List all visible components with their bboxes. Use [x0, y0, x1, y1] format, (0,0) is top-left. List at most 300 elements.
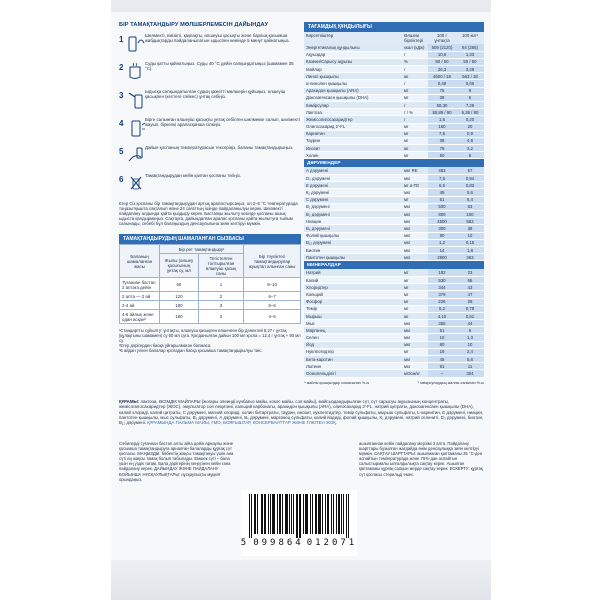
nutrition-cell-v2: 6,4	[456, 196, 484, 203]
nutrition-cell-name: К₁ дәрумені	[304, 189, 402, 196]
nutrition-row	[304, 116, 484, 123]
nutrition-cell-v1: 509 (2120)	[428, 44, 456, 51]
nutrition-row	[304, 152, 484, 159]
feeding-col-water: Жылы (өлшеу қасығының ұнтақ су, мл	[160, 254, 199, 278]
nutrition-cell-v1: 0,48	[428, 80, 456, 87]
step-text: Тамақтандырудан кейін қалған қоспаны төгіңіз.	[145, 173, 241, 178]
barcode-bar	[272, 494, 273, 534]
nutrition-cell-name: Олигосахарид 2'-FL	[304, 123, 402, 130]
vitamins-title: ДӘРУМЕНДЕР	[304, 159, 484, 167]
nutrition-cell-v2: 50 / 50	[456, 58, 484, 65]
nutrition-cell-v2: 38	[456, 225, 484, 232]
nutrition-cell-v1: 182	[428, 269, 456, 276]
nutrition-row	[304, 225, 484, 232]
feeding-table	[119, 244, 301, 324]
nutrition-cell-v2: 28	[456, 298, 484, 305]
nutrition-cell-name: Инозит	[304, 145, 402, 152]
barcode-bar	[316, 494, 317, 534]
barcode-bar	[297, 494, 298, 538]
nutrition-cell-name: D₃ дәрумені	[304, 175, 402, 182]
bottom-left-text: Сәбилерді туғаннан бастап алты айға дейін арнаулы және қосымша тамақтандыруға арналған балаларды құрғақ сүт қоспасы. МАҢЫЗДЫ: бөбектің жақсы тамақтануы үшін ана сүті ең жақсы тамақ болып табылады. Емшек сүті – бала үшін ең үздік тағам. Бала дәрігерінің кеңесінен кейін ғана пайдалану керек. ДАЙЫНДАУ ЖӘНЕ ПАЙДАЛАНУ БОЙЫНША НҰСҚАУЛЫҚТАРЫ: нұсқаулықты мұқият орындаңыз.	[119, 441, 234, 482]
barcode-left-group: 099864	[253, 538, 304, 548]
nutrition-cell-unit: мкг	[402, 203, 428, 210]
barcode-bar	[286, 494, 287, 534]
nutrition-cell-v2: 563	[456, 218, 484, 225]
feeding-col-scoops: Тегістелген толтырылған өлшеуіш қасық саны	[198, 254, 243, 278]
barcode-bar	[282, 494, 283, 534]
nutrition-cell-unit: г	[402, 80, 428, 87]
nutrition-cell-v2: 0,15	[456, 239, 484, 246]
nutrition-cell-v1: 91	[428, 363, 456, 370]
nutrition-cell-v1: 38	[428, 94, 456, 101]
nutrition-cell-unit: г	[402, 51, 428, 58]
ingredients-label: ҚҰРАМЫ:	[119, 399, 140, 404]
feeding-cell-scoops: 1	[198, 278, 243, 292]
nutrition-cell-v2: 43	[456, 284, 484, 291]
nutrition-row	[304, 44, 484, 51]
nutrition-head-per-100g: 100 г ұнтақта	[434, 33, 450, 43]
nutrition-cell-v2: 6,36 / 90	[456, 109, 484, 116]
barcode-bar	[261, 494, 262, 534]
feeding-notes	[119, 328, 301, 353]
sterilize-icon	[119, 33, 145, 57]
step-number: 1	[119, 35, 124, 44]
ingredients	[119, 399, 485, 425]
nutrition-cell-v1: 344	[428, 284, 456, 291]
nutrition-cell-v1: 7,5	[428, 130, 456, 137]
nutrition-cell-v2: 47	[456, 291, 484, 298]
preparation-title: БІР ТАМАҚТАНДЫРУ МӨЛШЕРЛЕМЕСІН ДАЙЫНДАУ	[119, 22, 269, 28]
nutrition-row	[304, 341, 484, 348]
barcode-bar	[327, 494, 328, 534]
barcode-bar	[270, 494, 271, 534]
nutrition-cell-name: Майлар	[304, 66, 402, 73]
feeding-note: ²Егер дәрігерден басқа ұйғарылмаған болмаса.	[119, 343, 212, 349]
nutrition-cell-unit: мг	[402, 130, 428, 137]
nutrition-cell-unit: мг	[402, 87, 428, 94]
nutrition-cell-name: Калий	[304, 276, 402, 283]
barcode-bar	[336, 494, 337, 534]
nutrition-cell-v2: 0,20	[456, 116, 484, 123]
barcode-bar	[296, 494, 297, 538]
nutrition-cell-unit: мкг	[402, 254, 428, 261]
minerals-title: МИНЕРАЛДАР	[304, 261, 484, 269]
nutrition-cell-v1: 38	[428, 137, 456, 144]
nutrition-cell-v2: 64 (266)	[456, 44, 484, 51]
nutrition-cell-v1: 4500 / 18	[428, 73, 456, 80]
nutrition-cell-unit: г	[402, 116, 428, 123]
nutrition-cell-v2: 3,2	[456, 145, 484, 152]
nutrition-cell-v1: 2900	[428, 254, 456, 261]
nutrition-cell-name: С дәрумені	[304, 196, 402, 203]
nutrition-cell-unit: мкг RE	[402, 167, 428, 174]
nutrition-cell-name: В₆ дәрумені	[304, 225, 402, 232]
nutrition-cell-unit: г / %	[402, 109, 428, 116]
nutrition-cell-unit: мкг	[402, 341, 428, 348]
preparation-column	[119, 22, 301, 353]
barcode-bar	[348, 494, 349, 538]
feeding-col-age: Баланың шамаланған жасы	[120, 245, 160, 278]
barcode-bar	[346, 494, 347, 538]
nutrition-cell-v2: 57	[456, 167, 484, 174]
barcode-bar	[307, 494, 308, 534]
nutrition-cell-v1: 45	[428, 356, 456, 363]
nutrition-cell-v1: 355	[428, 320, 456, 327]
nutrition-cell-name: Е дәрумені	[304, 182, 402, 189]
nutrition-cell-v1: 1,6	[428, 116, 456, 123]
nutrition-cell-unit: мкг	[402, 225, 428, 232]
nutrition-head-unit: Өлшем бірліктері	[404, 33, 424, 43]
nutrition-row	[304, 130, 484, 137]
nutrition-cell-name: В₁₂ дәрумені	[304, 239, 402, 246]
nutrition-cell-v1: 530	[428, 276, 456, 283]
nutrition-row	[304, 298, 484, 305]
nutrition-row	[304, 327, 484, 334]
nutrition-cell-v2: 0,94	[456, 175, 484, 182]
feeding-row	[120, 310, 301, 324]
nutrition-cell-name: Ниацин	[304, 218, 402, 225]
nutrition-cell-unit: мкг	[402, 246, 428, 253]
nutrition-cell-v1: 50 / 50	[428, 58, 456, 65]
nutrition-cell-name: Карнитин	[304, 130, 402, 137]
nutrition-row	[304, 211, 484, 218]
nutrition-row	[304, 189, 484, 196]
nutrition-row	[304, 80, 484, 87]
preparation-step	[119, 145, 301, 169]
nutrition-cell-v2: 6	[456, 327, 484, 334]
feeding-row	[120, 301, 301, 310]
nutrition-cell-v1: 26,3	[428, 66, 456, 73]
barcode-bar	[325, 494, 326, 534]
barcode-bar	[328, 494, 329, 534]
barcode-bar	[320, 494, 321, 534]
nutrition-cell-name: Мырыш	[304, 312, 402, 319]
feed-baby-icon	[119, 145, 145, 169]
bottom-right-text: ашылғаннан кейін пайдалану мерзімі 3 апта. Пайдалану шарттары бұзылған жағдайда өнім денсаулыққа зиян келтіруі мүмкін. САҚТАУ ШАРТТАРЫ: ашылмаған қаптаманы 25 °С-ден аспайтын температурада және 75%-дан аспайтын салыстырмалы ылғалдылықта сақтау керек. Ашылған қаптаманы құрғақ салқын жерде сақтау керек. ЕСКЕРТУ: құрғақ сүт қоспасы стерильді емес.	[359, 441, 483, 477]
nutrition-row	[304, 101, 484, 108]
nutrition-cell-name: Йод	[304, 341, 402, 348]
nutrition-cell-name: Марганец	[304, 327, 402, 334]
nutrition-cell-name: Лактоза	[304, 109, 402, 116]
nutrition-cell-unit: мкг	[402, 320, 428, 327]
feeding-cell-feeds: 6–7	[244, 292, 301, 301]
nutrition-row	[304, 320, 484, 327]
barcode-bar	[255, 494, 256, 534]
nutrition-cell-v2: 363	[456, 254, 484, 261]
barcode-bar	[319, 494, 320, 534]
nutrition-row	[304, 370, 484, 377]
nutrition-cell-v1: 19	[428, 348, 456, 355]
ingredients-highlight: ҚҰРАМЫНДА ПАЛЬМА МАЙЫ, ГМО, БОЯҒЫШТАР, КОНСЕРВАНТТАР ЖӘНЕ ГЛЮТЕН ЖОҚ.	[147, 420, 338, 426]
step-text: Ыдысқа салқындатылған судың қажетті мөлшерін құйыңыз, өлшеуіш қасықпен (кестеге сәйкес) ұнтақ себіңіз.	[145, 89, 286, 100]
nutrition-cell-unit: мг	[402, 73, 428, 80]
step-number: 5	[119, 147, 124, 156]
barcode-bar	[322, 494, 323, 534]
nutrition-cell-name: Кальций	[304, 291, 402, 298]
preparation-step	[119, 89, 301, 113]
nutrition-cell-v1: 75	[428, 87, 456, 94]
nutrition-cell-name: В₁ дәрумені	[304, 203, 402, 210]
barcode-bar	[312, 494, 313, 534]
nutrition-head-name: Көрсеткіштер	[306, 33, 334, 38]
nutrition-cell-v1: 50	[428, 152, 456, 159]
nutrition-cell-name: Таурин	[304, 137, 402, 144]
feeding-cell-feeds: 8–10	[244, 278, 301, 292]
nutrition-cell-v1: 300	[428, 225, 456, 232]
nutrition-cell-v1: 6,2	[428, 305, 456, 312]
nutrition-cell-v1: 6,6	[428, 182, 456, 189]
nutrition-row	[304, 94, 484, 101]
nutrition-row	[304, 356, 484, 363]
nutrition-row	[304, 239, 484, 246]
nutrition-cell-v2: 1,33	[456, 51, 484, 58]
barcode-bar	[265, 494, 266, 534]
nutrition-cell-v2: 1,3	[456, 334, 484, 341]
step-number: 3	[119, 91, 124, 100]
feeding-note: ¹Стандартты сұйылту: ұнтақты, өлшеуіш қасықпен өлшенген бір дәнектей 8,27 г ұнтақ (құлақтыны шамамен) су 60 мл суға. Қолданылған дайын 100 мл қоспа = 12,4 г ұнтақ + 90 мл су.	[119, 328, 301, 344]
nutrition-cell-v2: 66	[456, 276, 484, 283]
nutrition-cell-v2: 9	[456, 87, 484, 94]
nutrition-cell-v2: 5,6	[456, 356, 484, 363]
nutrition-cell-name: Линол қышқылы	[304, 73, 402, 80]
nutrition-notes	[304, 381, 484, 385]
nutrition-cell-name: Арахидон қышқылы (ARA)	[304, 87, 402, 94]
nutrition-cell-name: Мыс	[304, 320, 402, 327]
nutrition-cell-name: Жемісолигосахаридтер	[304, 116, 402, 123]
nutrition-row	[304, 137, 484, 144]
nutrition-cell-name: α-линолен қышқылы	[304, 80, 402, 87]
nutrition-cell-unit: мкг	[402, 363, 428, 370]
nutrition-cell-name: Биотин	[304, 246, 402, 253]
nutrition-row	[304, 182, 484, 189]
nutrition-cell-v1: –	[428, 370, 456, 377]
nutrition-row	[304, 246, 484, 253]
nutrition-row	[304, 305, 484, 312]
nutrition-cell-name: Осмоляльділігі	[304, 370, 402, 377]
nutrition-row	[304, 291, 484, 298]
barcode-bar	[318, 494, 319, 534]
nutrition-cell-v2: 1,8	[456, 246, 484, 253]
nutrition-cell-v1: 51	[428, 196, 456, 203]
barcode-right-group: 012071	[306, 538, 358, 548]
nutrition-cell-v2: 4,8	[456, 137, 484, 144]
ingredients-text: лактоза, ӨСІМДІК МАЙЛАРЫ (жоғары олеинді күнбағыс майы, кокос майы, соя майы), майсыздандырылған сүт, сүт сарысуы ақуызының концентраты, жемісолигосахаридтер (ЖОС), эмульгатор соя лецитині, кальций карбонаты, арахидон қышқылы (ARA), олигосахарид 2'-FL, натрий цитраты, докозагексаен қышқылы (DHA), калий хлориді, калий цитраты, С дәрумені, магний хлориді, холин битартраты, таурин, инозит, нуклеотидтер, темір сульфаты, мырыш сульфаты, L-карнитин, Е дәрумені, ниацин, пантотен қышқылы, мыс сульфаты, В₁ дәрумені, А дәрумені, В₆ дәрумені, марганец сульфаты, калий йодиді, фолий қышқылы, К₁ дәрумені, натрий селениті, D₃ дәрумені, биотин, В₁₂ дәрумені.	[119, 399, 484, 426]
nutrition-row	[304, 145, 484, 152]
nutrition-row	[304, 175, 484, 182]
feeding-cell-age: 4-6 айлық және одан асқан²	[120, 310, 160, 324]
nutrition-cell-unit: мОсм/кг	[402, 370, 428, 377]
feeding-cell-scoops: 3	[198, 301, 243, 310]
nutrition-row	[304, 73, 484, 80]
nutrition-title: ТАҒАМДЫҚ ҚҰНДЫЛЫҒЫ	[304, 22, 484, 32]
feeding-table-title: ТАМАҚТАНДЫРУДЫҢ ШАМАЛАНҒАН СЫЗБАСЫ	[119, 234, 301, 244]
nutrition-cell-unit: мг	[402, 348, 428, 355]
preparation-step	[119, 117, 301, 141]
nutrition-row	[304, 218, 484, 225]
preparation-step	[119, 33, 301, 57]
nutrition-row	[304, 284, 484, 291]
measure-powder-icon	[119, 89, 145, 113]
nutrition-cell-unit: мг	[402, 276, 428, 283]
step-text: Шөлмекті, емізікті, қақпақты, өлшеуіш қасықты және барлық қосымша жабдықтарды пайдаланылатын ыдыспен кемінде 5 минут қайнатыңыз.	[145, 33, 290, 44]
barcode-bar	[303, 494, 304, 534]
nutrition-cell-unit: мг	[402, 298, 428, 305]
nutrition-cell-v2: 6	[456, 152, 484, 159]
nutrition-cell-name: Холин	[304, 152, 402, 159]
nutrition-cell-unit: мг	[402, 291, 428, 298]
nutrition-cell-v2: 0,78	[456, 305, 484, 312]
nutrition-cell-name: Темір	[304, 305, 402, 312]
nutrition-cell-name: Пантотен қышқылы	[304, 254, 402, 261]
nutrition-cell-v2: 304	[456, 370, 484, 377]
nutrition-cell-name: Ақуыздар	[304, 51, 402, 58]
feeding-cell-water: 180	[160, 301, 199, 310]
package-bottom-edge	[111, 560, 491, 600]
nutrition-cell-unit: мг	[402, 269, 428, 276]
nutrition-cell-v1: 51	[428, 327, 456, 334]
nutrition-cell-unit: мг	[402, 137, 428, 144]
nutrition-column	[304, 22, 484, 385]
nutrition-cell-unit: мг	[402, 284, 428, 291]
nutrition-cell-v1: 453	[428, 167, 456, 174]
barcode-bar	[251, 494, 252, 538]
nutrition-cell-name: Фосфор	[304, 298, 402, 305]
feeding-cell-scoops: 3	[198, 310, 243, 324]
nutrition-cell-unit: мг	[402, 152, 428, 159]
nutrition-cell-unit: г	[402, 66, 428, 73]
minerals-table	[304, 269, 484, 377]
barcode-bar	[289, 494, 290, 534]
feeding-cell-water: 120	[160, 292, 199, 301]
nutrition-cell-unit: мкг	[402, 189, 428, 196]
feeding-cell-water: 60	[160, 278, 199, 292]
nutrition-cell-name: Көмірсулар	[304, 101, 402, 108]
feeding-col-feeds: Бір тәуліктегі тамақтандырулар жуықтап алынған саны	[244, 245, 301, 278]
nutrition-cell-v2: 63	[456, 203, 484, 210]
feeding-cell-age: 2 апта — 2 ай	[120, 292, 160, 301]
nutrition-note-right: ⁵ көмірсулардың жалпы санынан %-ы	[417, 380, 484, 385]
nutrition-cell-unit: мг	[402, 305, 428, 312]
nutrition-cell-v1: 10,6	[428, 51, 456, 58]
barcode-number	[241, 538, 357, 548]
nutrition-row	[304, 269, 484, 276]
nutrition-cell-unit: мг	[402, 123, 428, 130]
barcode-bar	[300, 494, 301, 538]
boil-water-icon	[119, 61, 145, 85]
nutrition-cell-unit: мг	[402, 94, 428, 101]
nutrition-row	[304, 109, 484, 116]
nutrition-row	[304, 51, 484, 58]
nutrition-cell-v1: 58,30	[428, 101, 456, 108]
nutrition-cell-unit: мкг	[402, 211, 428, 218]
nutrition-cell-unit: мкг	[402, 239, 428, 246]
barcode-bar	[268, 494, 269, 534]
nutrition-row	[304, 254, 484, 261]
feeding-cell-age: 2-4 ай	[120, 301, 160, 310]
barcode	[241, 490, 357, 556]
barcode-bar	[274, 494, 275, 534]
step-number: 4	[119, 119, 124, 128]
barcode-bar	[331, 494, 332, 534]
shake-bottle-icon	[119, 117, 145, 141]
nutrition-cell-v1: 500	[428, 203, 456, 210]
nutrition-cell-v2: 2,4	[456, 348, 484, 355]
barcode-bar	[333, 494, 334, 534]
nutrition-table	[304, 44, 484, 159]
nutrition-cell-name: Селен	[304, 334, 402, 341]
barcode-bar	[254, 494, 255, 534]
nutrition-cell-name: Натрий	[304, 269, 402, 276]
nutrition-row	[304, 276, 484, 283]
package-back-panel	[111, 0, 491, 600]
nutrition-cell-v1: 226	[428, 298, 456, 305]
nutrition-cell-name: Хлоридтер	[304, 284, 402, 291]
nutrition-cell-unit: мкг	[402, 175, 428, 182]
barcode-bar	[277, 494, 278, 534]
nutrition-cell-unit: мкг	[402, 327, 428, 334]
nutrition-cell-name: Казеин/Сарысу ақуызы	[304, 58, 402, 65]
barcode-bar	[315, 494, 316, 534]
nutrition-cell-name: Докозагексаен қышқылы (DHA)	[304, 94, 402, 101]
nutrition-cell-name: А дәрумені	[304, 167, 402, 174]
nutrition-header	[304, 32, 484, 44]
nutrition-cell-unit: мг α-TE	[402, 182, 428, 189]
nutrition-cell-v1: 4,10	[428, 312, 456, 319]
nutrition-cell-v1: 160	[428, 123, 456, 130]
nutrition-row	[304, 66, 484, 73]
feeding-row	[120, 278, 301, 292]
nutrition-cell-v1: 14	[428, 246, 456, 253]
nutrition-cell-unit: мкг	[402, 334, 428, 341]
nutrition-cell-v1: 800	[428, 211, 456, 218]
nutrition-cell-v2: 3,29	[456, 66, 484, 73]
nutrition-cell-v2: 5	[456, 94, 484, 101]
barcode-bar	[287, 494, 288, 534]
barcode-bar	[305, 494, 306, 534]
nutrition-cell-v1: 80	[428, 232, 456, 239]
step-number: 2	[119, 63, 124, 72]
discard-icon	[119, 173, 145, 197]
feeding-cell-water: 180	[160, 310, 199, 324]
nutrition-cell-v1: 10	[428, 334, 456, 341]
nutrition-row	[304, 58, 484, 65]
feeding-row	[120, 292, 301, 301]
nutrition-cell-v2: 0,51	[456, 312, 484, 319]
nutrition-cell-v1: 78	[428, 145, 456, 152]
nutrition-row	[304, 334, 484, 341]
nutrition-cell-v2: 7,29	[456, 101, 484, 108]
barcode-bar	[249, 494, 250, 538]
nutrition-cell-v1: 50,89 / 90	[428, 109, 456, 116]
nutrition-cell-v2: 0,83	[456, 182, 484, 189]
feeding-cell-feeds: 4–5	[244, 310, 301, 324]
nutrition-cell-v2: 44	[456, 320, 484, 327]
nutrition-cell-name: Лютеин	[304, 363, 402, 370]
barcode-bar	[279, 494, 280, 534]
nutrition-cell-unit: мкг	[402, 232, 428, 239]
barcode-bar	[285, 494, 286, 534]
nutrition-cell-v2: 100	[456, 211, 484, 218]
nutrition-cell-v2: 5,6	[456, 189, 484, 196]
nutrition-cell-v2: 20	[456, 123, 484, 130]
nutrition-cell-unit: г	[402, 101, 428, 108]
nutrition-cell-v2: 0,9	[456, 130, 484, 137]
nutrition-cell-v1: 1,2	[428, 239, 456, 246]
barcode-bar	[341, 494, 342, 534]
nutrition-cell-name: Фолий қышқылы	[304, 232, 402, 239]
feeding-group-header: Бір рет тамақтандыру¹	[160, 245, 244, 254]
nutrition-cell-unit: мг	[402, 196, 428, 203]
